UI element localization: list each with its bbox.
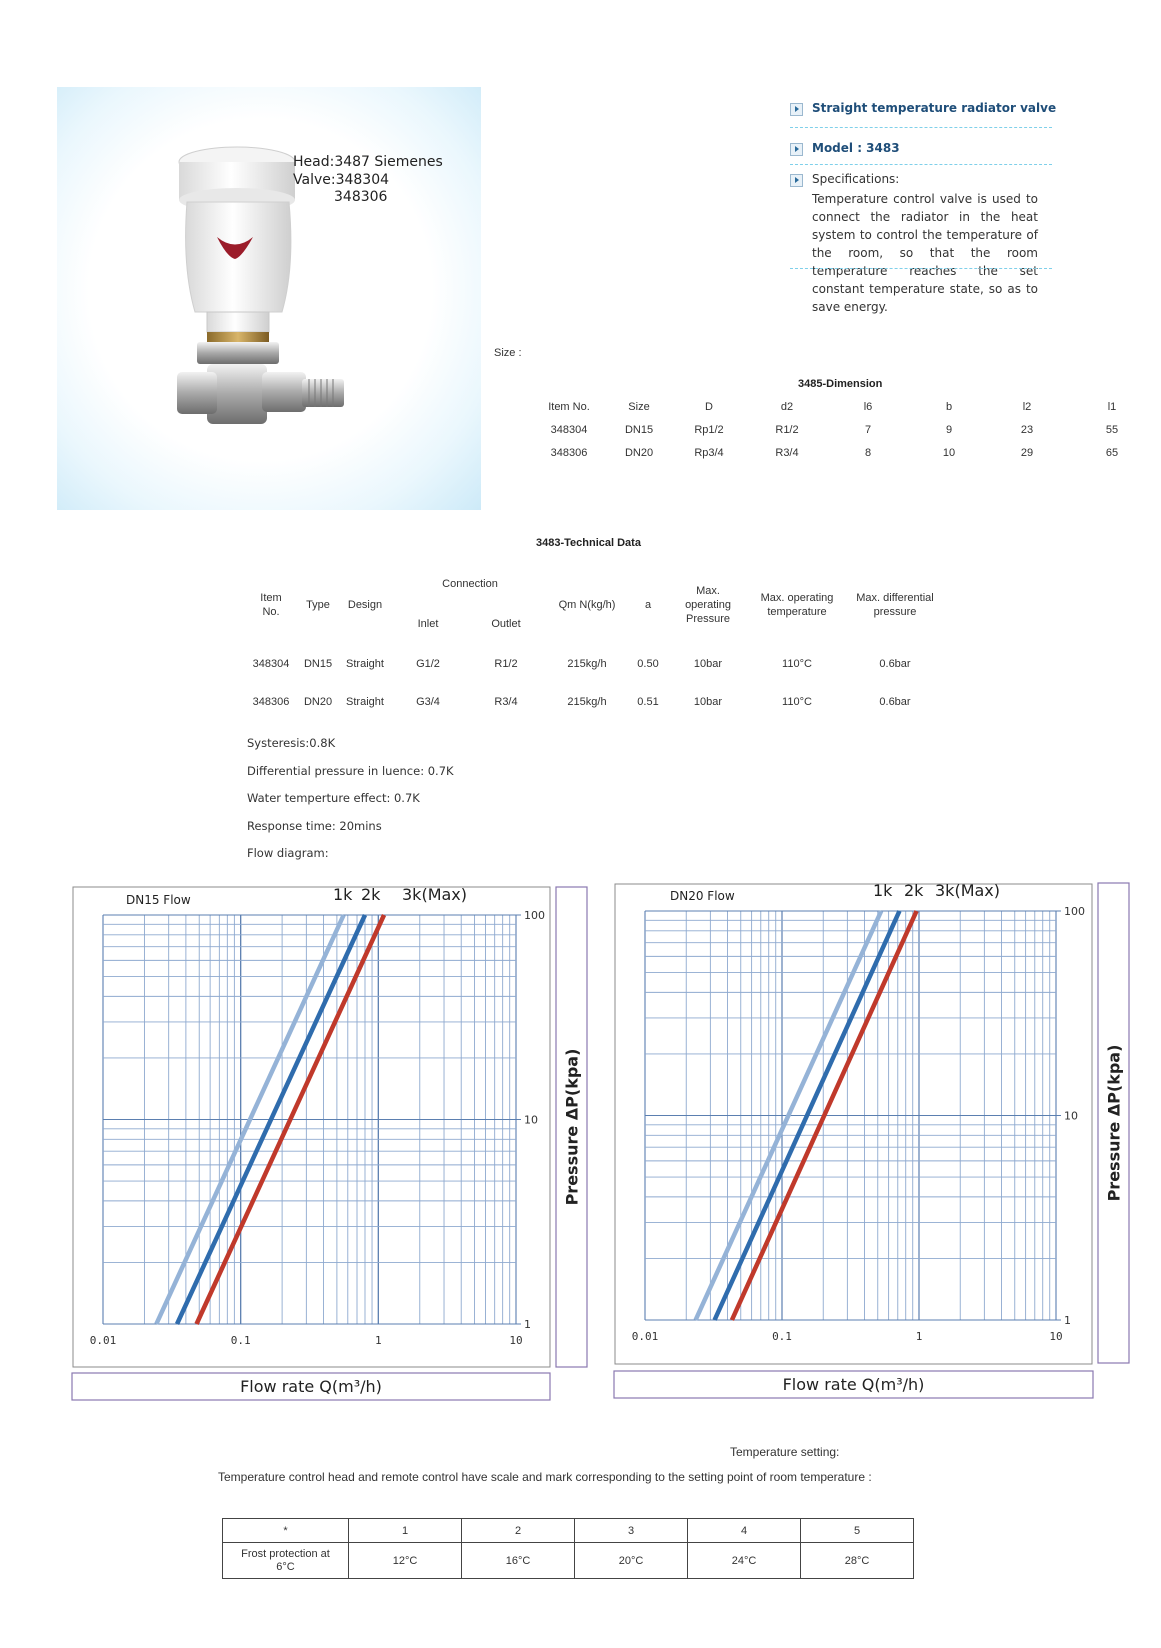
table-cell: 2 (462, 1519, 575, 1543)
technical-cell: 0.51 (637, 696, 659, 708)
col-outlet: Outlet (491, 618, 521, 630)
dimension-cell: Rp3/4 (694, 447, 724, 459)
dimension-cell: 55 (1105, 424, 1119, 436)
spec-description: Temperature control valve is used to connect the radiator in the heat system to control the temperature of the room, so that the room temperature reaches the set constant temperature state, so as to save energy. (812, 192, 1038, 314)
model-number: Model : 3483 (812, 141, 900, 155)
dimension-header-cell: Item No. (548, 401, 590, 413)
y-tick-label: 1 (1064, 1314, 1071, 1327)
technical-cell: DN15 (303, 658, 333, 670)
table-cell: 16°C (462, 1543, 575, 1579)
technical-cell: 0.6bar (879, 658, 911, 670)
dimension-cell: 29 (1020, 447, 1034, 459)
col-a: a (644, 599, 652, 611)
temperature-table (222, 1518, 914, 1579)
technical-cell: 0.6bar (879, 696, 911, 708)
series-label: 3k(Max) (935, 881, 1001, 900)
temperature-value-row (223, 1543, 914, 1579)
y-tick-label: 100 (524, 909, 545, 922)
dimension-header-cell: D (705, 401, 713, 413)
y-axis-label: Pressure ΔP(kpa) (1104, 1044, 1124, 1202)
table-cell: 5 (801, 1519, 914, 1543)
table-cell: 3 (575, 1519, 688, 1543)
dimension-cell: 348306 (550, 447, 588, 459)
technical-cell: Straight (346, 696, 384, 708)
table-cell: 28°C (801, 1543, 914, 1579)
dimension-cell: R1/2 (775, 424, 799, 436)
col-inlet: Inlet (417, 618, 439, 630)
dimension-cell: 348304 (550, 424, 588, 436)
temperature-header-row (223, 1519, 914, 1543)
dimension-cell: 8 (864, 447, 872, 459)
dimension-cell: 65 (1105, 447, 1119, 459)
col-connection: Connection (442, 578, 498, 590)
technical-cell: 348304 (252, 658, 290, 670)
x-axis-label: Flow rate Q(m³/h) (782, 1375, 925, 1394)
series-label: 2k (904, 881, 924, 900)
dimension-cell: 10 (942, 447, 956, 459)
flow-chart-1 (614, 881, 1129, 1398)
y-tick-label: 10 (1064, 1109, 1078, 1123)
table-cell: Frost protection at 6°C (223, 1543, 349, 1579)
table-cell: * (223, 1519, 349, 1543)
x-tick-label: 1 (375, 1334, 382, 1347)
technical-cell: 215kg/h (567, 696, 607, 708)
note-line: Systeresis:0.8K (247, 736, 336, 750)
col-item-no: Item No. (260, 592, 282, 618)
technical-cell: 348306 (252, 696, 290, 708)
table-cell: 20°C (575, 1543, 688, 1579)
technical-cell: 10bar (693, 696, 723, 708)
dimension-cell: 7 (864, 424, 872, 436)
table-cell: 1 (349, 1519, 462, 1543)
technical-cell: R3/4 (494, 696, 518, 708)
note-line: Water temperture effect: 0.7K (247, 791, 420, 805)
x-tick-label: 10 (509, 1334, 523, 1347)
spec-title: Specifications: (812, 172, 900, 186)
technical-cell: 110°C (782, 696, 812, 708)
x-tick-label: 0.01 (631, 1330, 659, 1343)
dimension-cell: 9 (945, 424, 953, 436)
col-type: Type (306, 599, 330, 611)
col-max-pressure: Max. operating Pressure (685, 585, 731, 625)
x-tick-label: 10 (1049, 1330, 1063, 1343)
temperature-title: Temperature setting: (730, 1445, 840, 1459)
x-tick-label: 0.01 (89, 1334, 117, 1347)
series-label: 2k (361, 885, 381, 904)
valve-label: Valve:348304 (293, 172, 390, 188)
series-label: 3k(Max) (402, 885, 468, 904)
dimension-header-cell: l6 (863, 401, 873, 413)
x-tick-label: 0.1 (772, 1330, 792, 1343)
technical-cell: 0.50 (637, 658, 659, 670)
dimension-header-cell: l1 (1107, 401, 1117, 413)
table-cell: 12°C (349, 1543, 462, 1579)
note-line: Response time: 20mins (247, 818, 382, 833)
y-tick-label: 1 (524, 1318, 531, 1331)
temperature-description: Temperature control head and remote control have scale and mark corresponding to the setting point of room temperature : (218, 1470, 872, 1484)
y-axis-label: Pressure ΔP(kpa) (562, 1048, 582, 1206)
chart-title: DN20 Flow (670, 889, 735, 903)
series-label: 1k (333, 885, 353, 904)
dimension-cell: Rp1/2 (694, 424, 724, 436)
technical-cell: R1/2 (494, 658, 518, 670)
technical-cell: DN20 (303, 696, 333, 708)
dimension-title: 3485-Dimension (798, 378, 883, 390)
dimension-header-cell: l2 (1022, 401, 1032, 413)
flow-chart-0 (72, 885, 587, 1400)
technical-cell: 110°C (782, 658, 812, 670)
table-cell: 4 (688, 1519, 801, 1543)
col-qmn: Qm N(kg/h) (558, 599, 616, 611)
dimension-header-cell: Size (628, 401, 650, 413)
technical-cell: G3/4 (416, 696, 440, 708)
chart-title: DN15 Flow (126, 893, 191, 907)
technical-cell: G1/2 (416, 658, 440, 670)
technical-title: 3483-Technical Data (536, 537, 641, 549)
y-tick-label: 100 (1064, 905, 1085, 918)
note-line: Differential pressure in luence: 0.7K (247, 763, 454, 778)
col-max-temperature: Max. operating temperature (760, 592, 834, 618)
col-max-differential: Max. differential pressure (856, 592, 934, 618)
technical-cell: 215kg/h (567, 658, 607, 670)
product-title: Straight temperature radiator valve (812, 101, 1057, 115)
dimension-header-cell: b (945, 401, 953, 413)
x-tick-label: 0.1 (230, 1334, 251, 1347)
dimension-cell: DN20 (624, 447, 654, 459)
series-label: 1k (873, 881, 893, 900)
size-label: Size : (494, 347, 522, 359)
technical-cell: Straight (346, 658, 384, 670)
dimension-header-cell: d2 (780, 401, 794, 413)
y-tick-label: 10 (524, 1113, 538, 1127)
dimension-cell: DN15 (624, 424, 654, 436)
x-axis-label: Flow rate Q(m³/h) (240, 1377, 382, 1396)
table-cell: 24°C (688, 1543, 801, 1579)
dimension-cell: R3/4 (775, 447, 799, 459)
technical-cell: 10bar (693, 658, 723, 670)
valve-label-2: 348306 (334, 189, 388, 205)
x-tick-label: 1 (915, 1330, 923, 1343)
col-design: Design (347, 599, 383, 611)
head-label: Head:3487 Siemenes (293, 154, 443, 170)
dimension-cell: 23 (1020, 424, 1034, 436)
note-line: Flow diagram: (247, 846, 329, 860)
